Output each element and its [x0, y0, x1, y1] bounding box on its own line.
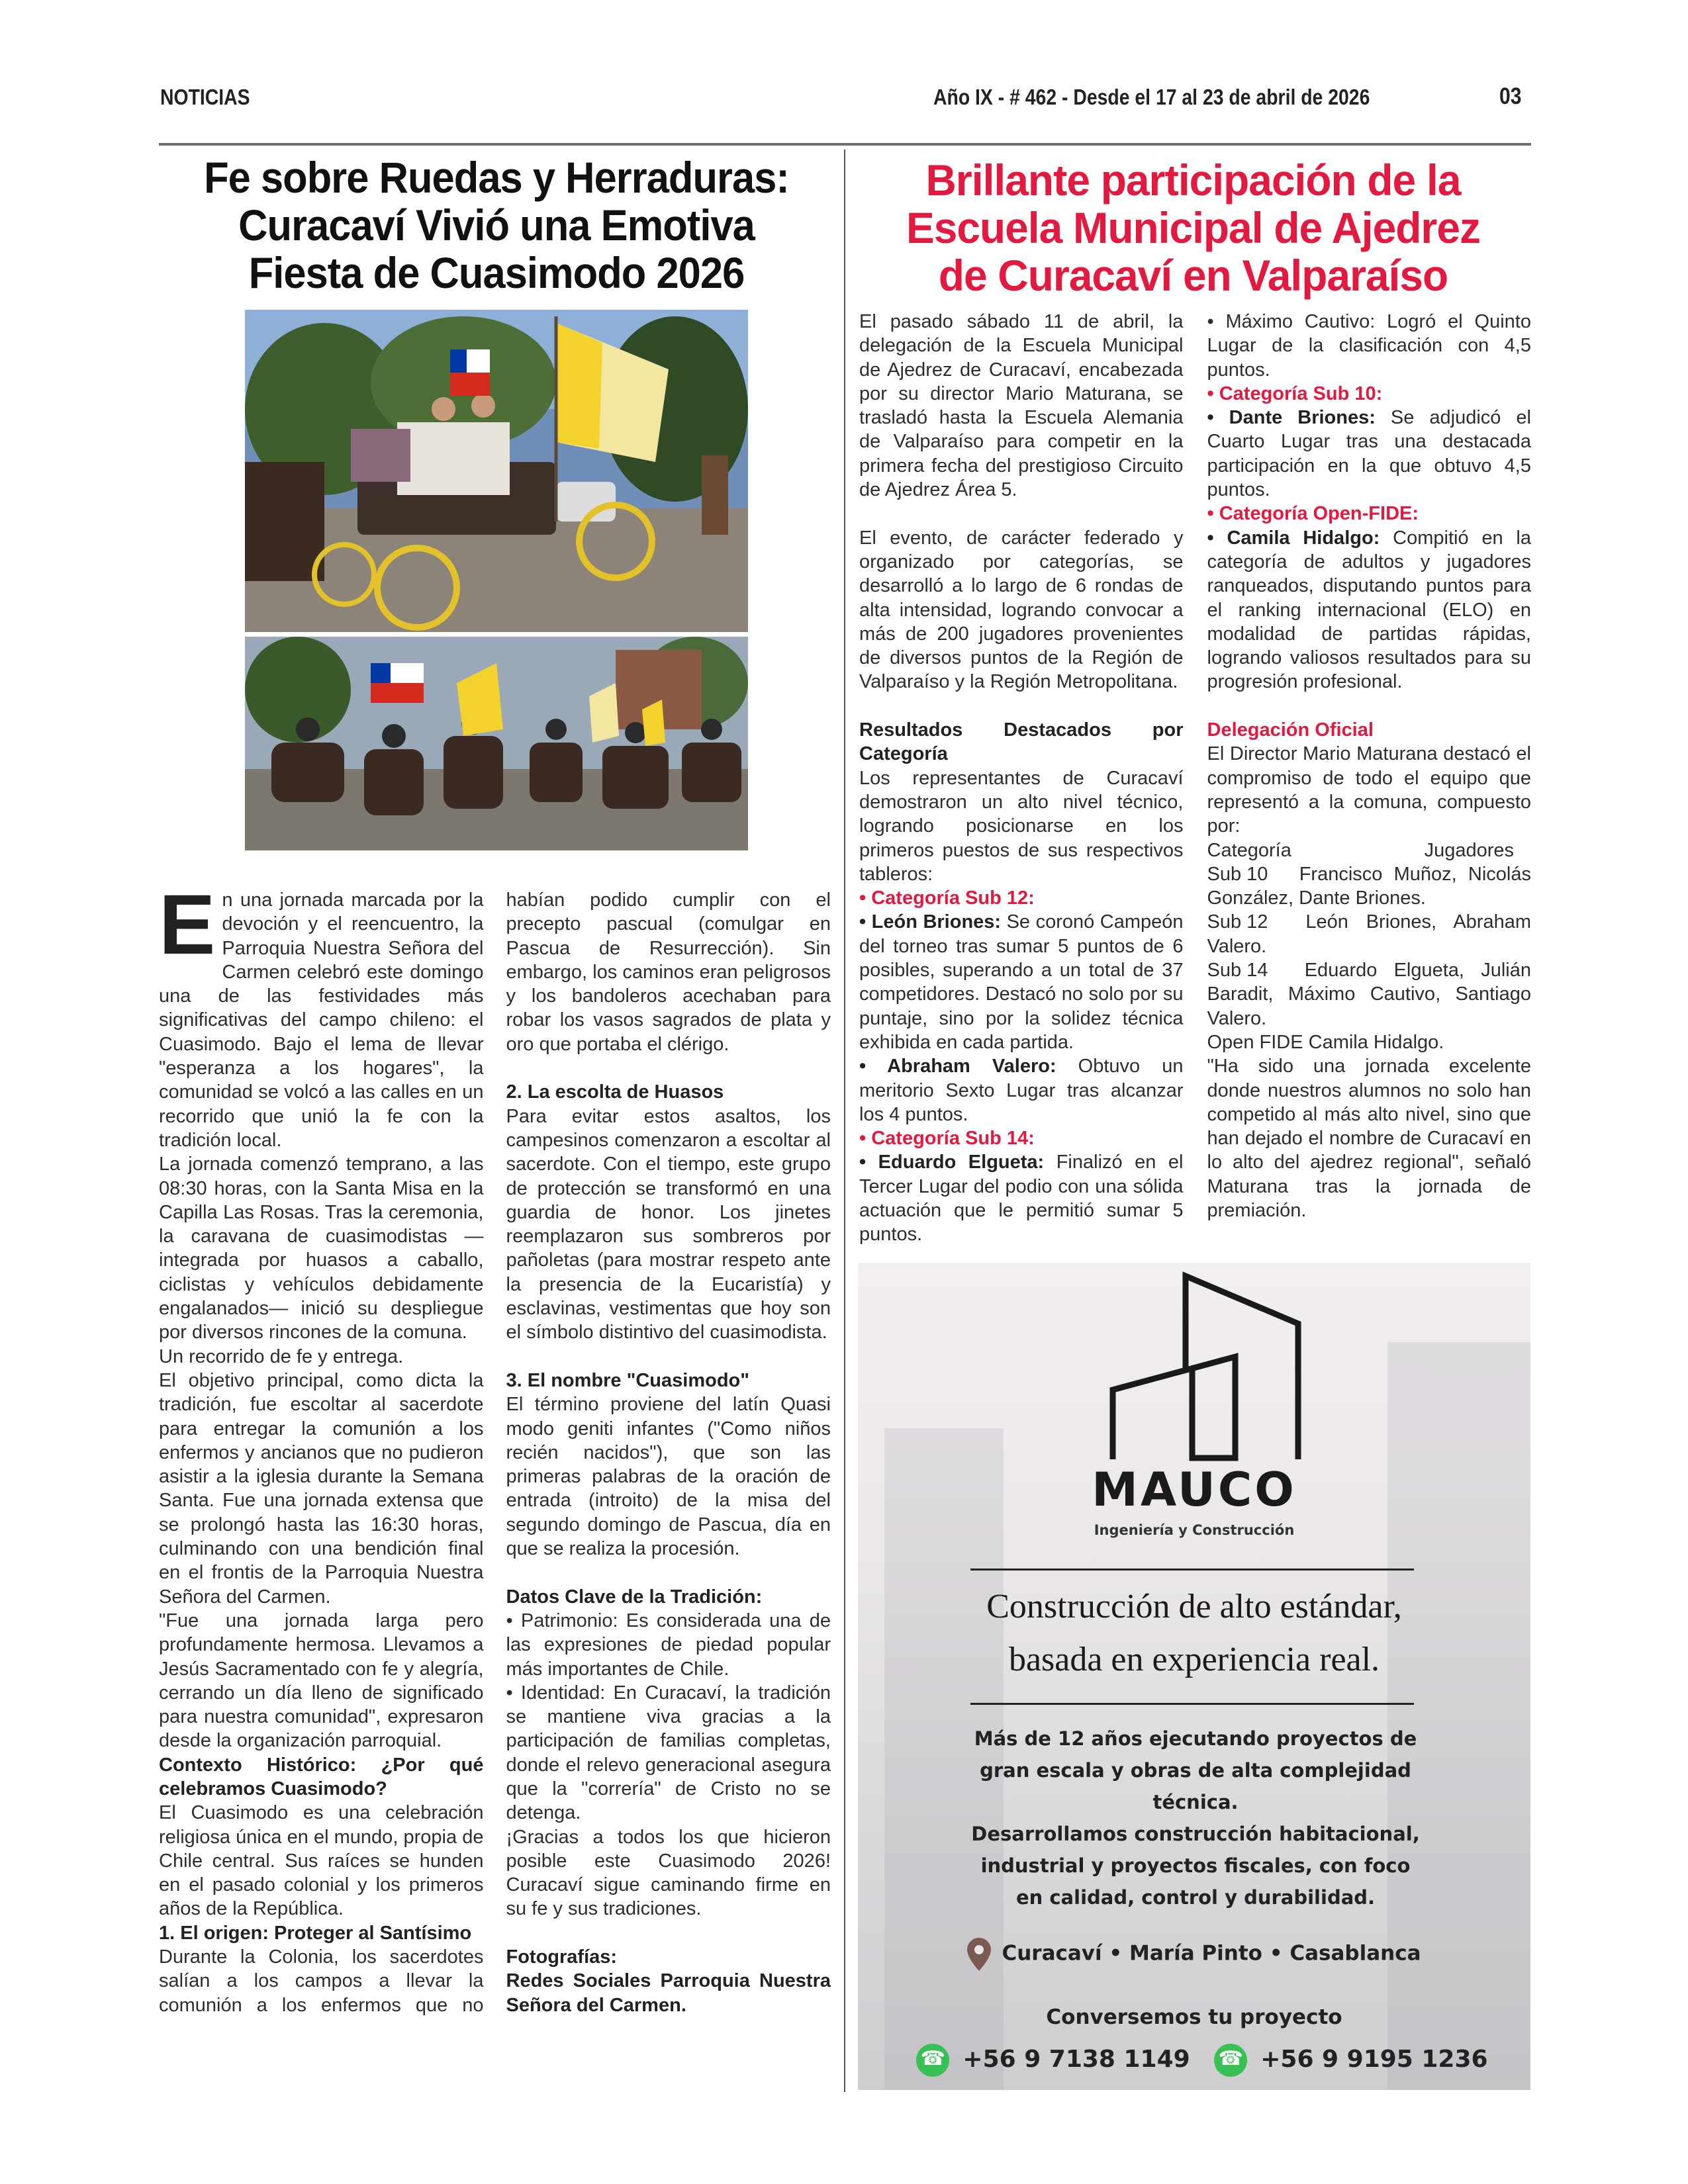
tagline-line: Construcción de alto estándar,: [986, 1588, 1402, 1625]
desc-line: Más de 12 años ejecutando proyectos de: [974, 1727, 1417, 1750]
tagline-line: basada en experiencia real.: [1008, 1641, 1380, 1678]
lead-text: n una jornada marcada por la devoción y el reencuentro, la Parroquia Nuestra Señora del Carmen celebró este domingo una de las festividades más significativas del campo chileno: el Cuasimodo. Bajo el lema de llevar "esperanza a los hogares", la comunidad se volcó a las calles en un recorrido que unió la fe con la tradición local.: [159, 889, 484, 1151]
result-item: [859, 1054, 1184, 1126]
players-cell: Francisco Muñoz, Nicolás González, Dante Briones.: [1207, 863, 1531, 909]
paragraph: El evento, de carácter federado y organizado por categorías, se desarrolló a lo largo de 6 rondas de alta intensidad, logrando convocar a más de 200 jugadores provenientes de diversos puntos de la Región de Valparaíso y la Región Metropolitana.: [859, 527, 1184, 693]
paragraph: El pasado sábado 11 de abril, la delegación de la Escuela Municipal de Ajedrez de Curacaví, encabezada por su director Mario Maturana, se trasladó hasta la Escuela Alemania de Valparaíso para competir en la primera fecha del prestigioso Circuito de Ajedrez Área 5.: [859, 311, 1184, 501]
desc-line: industrial y proyectos fiscales, con foco: [980, 1854, 1411, 1877]
lead-paragraph: [159, 878, 484, 1152]
photo-horse-riders: [245, 637, 748, 850]
player-name: • León Briones:: [859, 911, 1002, 933]
category-cell: Sub 10: [1207, 863, 1268, 885]
desc-line: Desarrollamos construcción habitacional,: [971, 1823, 1420, 1845]
category-cell: Sub 12: [1207, 911, 1268, 933]
result-text: Compitió en la categoría de adultos y jugadores ranqueados, disputando puntos para el ranking internacional (ELO) en modalidad de partidas rápidas, logrando valiosos resultados para su progresión profesional.: [1207, 527, 1532, 693]
result-text: Se adjudicó el Cuarto Lugar tras una destacada participación en la que obtuvo 4,5 puntos.: [1207, 407, 1532, 501]
building-logo-icon: [1080, 1271, 1311, 1463]
paragraph: • Patrimonio: Es considerada una de las expresiones de piedad popular más importantes de Chile.: [506, 1610, 831, 1680]
header-rule: [159, 143, 1531, 146]
desc-line: en calidad, control y durabilidad.: [1015, 1886, 1376, 1909]
subheading: 3. El nombre "Cuasimodo": [506, 1369, 749, 1391]
ad-divider: [970, 1703, 1414, 1705]
issue-info: Año IX - # 462 - Desde el 17 al 23 de abril de 2026: [933, 85, 1370, 109]
title-line: Curacaví Vivió una Emotiva: [238, 201, 755, 250]
result-text: Finalizó en el Tercer Lugar del podio con una sólida actuación que le permitió sumar 5 puntos.: [859, 1152, 1184, 1246]
subheading: Contexto Histórico: ¿Por qué celebramos Cuasimodo?: [159, 1754, 484, 1799]
paragraph: La jornada comenzó temprano, a las 08:30 horas, con la Santa Misa en la Capilla Las Rosas. Tras la ceremonia, la caravana de cuasimodistas —integrada por huasos a caballo, ciclistas y vehículos debidamente engalanados— inició su despliegue por diversos rincones de la comuna.: [159, 1154, 484, 1343]
location-pin-icon: [967, 1938, 991, 1971]
title-line: Fe sobre Ruedas y Herraduras:: [204, 153, 789, 202]
mauco-advertisement: [858, 1263, 1530, 2090]
section-label: NOTICIAS: [160, 85, 250, 109]
phone-number[interactable]: +56 9 7138 1149: [962, 2046, 1190, 2073]
paragraph: Durante la Colonia, los sacerdotes salían a los campos a llevar la comunión a los enfermos que no habían podido cumplir con el precepto pascual (comulgar en Pascua de Resurrección). Sin embargo, los caminos eran peligrosos y los bandoleros acechaban para robar los vasos sagrados de plata y oro que portaba el clérigo.: [159, 889, 831, 2016]
player-name: • Abraham Valero:: [859, 1056, 1056, 1077]
delegation-table-header: [1207, 839, 1532, 862]
category-cell: Sub 14: [1207, 960, 1268, 981]
paragraph: El objetivo principal, como dicta la tradición, fue escoltar al sacerdote para entregar la comunión a los enfermos y ancianos que no pudieron asistir a la iglesia durante la Semana Santa. Fue una jornada extensa que se prolongó hasta las 16:30 horas, culminando con una bendición final en el frontis de la Parroquia Nuestra Señora del Carmen.: [159, 1369, 484, 1608]
category-heading: • Categoría Sub 10:: [1207, 383, 1383, 404]
players-cell: León Briones, Abraham Valero.: [1207, 911, 1531, 957]
result-item: [859, 1150, 1184, 1246]
photo-carriage-procession: [245, 310, 748, 632]
paragraph: Un recorrido de fe y entrega.: [159, 1345, 404, 1367]
paragraph: El término proviene del latín Quasi modo geniti infantes ("Como niños recién nacidos"), que son las primeras palabras de la oración de entrada (introito) de la misa del segundo domingo de Pascua, día en que se realiza la procesión.: [506, 1394, 831, 1560]
ad-phones: [858, 2044, 1530, 2077]
delegation-table-row: [1207, 862, 1532, 911]
delegation-table-row: [1207, 1030, 1532, 1054]
phone-number[interactable]: +56 9 9195 1236: [1260, 2046, 1488, 2073]
ad-divider: [970, 1569, 1414, 1570]
section-heading: Delegación Oficial: [1207, 719, 1374, 741]
delegation-table-row: [1207, 910, 1532, 958]
player-name: • Camila Hidalgo:: [1207, 527, 1380, 549]
whatsapp-icon: [916, 2044, 949, 2077]
category-cell: Categoría: [1207, 839, 1291, 861]
category-heading: • Categoría Sub 14:: [859, 1128, 1035, 1150]
subheading: Datos Clave de la Tradición:: [506, 1586, 763, 1608]
ad-description: [898, 1723, 1493, 1913]
players-cell: Eduardo Elgueta, Julián Baradit, Máximo Cautivo, Santiago Valero.: [1207, 960, 1531, 1029]
delegation-table-row: [1207, 958, 1532, 1030]
paragraph: • Máximo Cautivo: Logró el Quinto Lugar de la clasificación con 4,5 puntos.: [1207, 311, 1531, 381]
paragraph: Para evitar estos asaltos, los campesinos comenzaron a escoltar al sacerdote. Con el tiempo, este grupo de protección se transformó en una guardia de honor. Los jinetes reemplazaron sus sombreros por pañoletas (para mostrar respeto ante la presencia de la Eucaristía) y esclavinas, vestimentas que hoy son el símbolo distintivo del cuasimodista.: [506, 1105, 831, 1343]
paragraph: El Director Mario Maturana destacó el compromiso de todo el equipo que representó a la comuna, compuesto por:: [1207, 743, 1531, 837]
players-cell: Jugadores: [1424, 839, 1514, 861]
category-heading: • Categoría Sub 12:: [859, 887, 1035, 909]
category-cell: Open FIDE: [1207, 1031, 1303, 1053]
category-heading: • Categoría Open-FIDE:: [1207, 503, 1419, 525]
subheading: Redes Sociales Parroquia Nuestra Señora del Carmen.: [506, 1970, 831, 2016]
player-name: • Dante Briones:: [1207, 407, 1376, 429]
column-divider: [844, 150, 845, 2092]
ad-brand-subtitle: Ingeniería y Construcción: [1094, 1522, 1295, 1538]
title-line: de Curacaví en Valparaíso: [938, 251, 1448, 300]
scaffold-shape: [1387, 1342, 1530, 2090]
desc-line: gran escala y obras de alta complejidad: [980, 1759, 1411, 1782]
subheading: Fotografías:: [506, 1946, 618, 1968]
right-article-body: [859, 310, 1531, 1247]
paragraph: "Ha sido una jornada excelente donde nuestros alumnos no solo han competido al más alto nivel, sino que han dejado el nombre de Curacaví en lo alto del ajedrez regional", señaló Maturana tras la jornada de premiación.: [1207, 1056, 1531, 1221]
subheading: 2. La escolta de Huasos: [506, 1081, 724, 1103]
right-article-title: [864, 156, 1522, 299]
paragraph: ¡Gracias a todos los que hicieron posible este Cuasimodo 2026! Curacaví sigue caminando firme en su fe y sus tradiciones.: [506, 1826, 831, 1920]
ad-cta: Conversemos tu proyecto: [1046, 2005, 1342, 2029]
desc-line: técnica.: [1152, 1791, 1239, 1813]
subheading: 1. El origen: Proteger al Santísimo: [159, 1922, 472, 1944]
ad-brand-name: MAUCO: [1092, 1463, 1297, 1517]
player-name: • Eduardo Elgueta:: [859, 1152, 1045, 1173]
locations-text: Curacaví • María Pinto • Casablanca: [1002, 1941, 1421, 1966]
result-text: Obtuvo un meritorio Sexto Lugar tras alcanzar los 4 puntos.: [859, 1056, 1184, 1125]
subheading: Resultados Destacados por Categoría: [859, 719, 1184, 765]
page-number: 03: [1499, 83, 1522, 109]
result-item: [859, 910, 1184, 1054]
ad-locations: [858, 1938, 1530, 1971]
title-line: Fiesta de Cuasimodo 2026: [248, 248, 745, 297]
title-line: Brillante participación de la: [925, 156, 1461, 205]
paragraph: Los representantes de Curacaví demostraron un alto nivel técnico, logrando posicionarse en los primeros puestos de sus respectivos tableros:: [859, 767, 1184, 885]
result-text: Se coronó Campeón del torneo tras sumar 5 puntos de 6 posibles, superando a un total de 37 competidores. Destacó no solo por su puntaje, sino por la solidez técnica exhibida en cada partida.: [859, 911, 1184, 1053]
left-article-title: [183, 154, 811, 296]
title-line: Escuela Municipal de Ajedrez: [906, 203, 1481, 252]
result-item: [1207, 406, 1532, 502]
paragraph: • Identidad: En Curacaví, la tradición se mantiene viva gracias a la participación de familias completas, donde el relevo generacional asegura que la "correría" de Cristo no se detenga.: [506, 1682, 831, 1824]
whatsapp-icon: [1214, 2044, 1247, 2077]
drop-cap: E: [159, 878, 216, 972]
ad-tagline: [858, 1580, 1530, 1686]
paragraph: El Cuasimodo es una celebración religiosa única en el mundo, propia de Chile central. Sus raíces se hunden en el pasado colonial y los primeros años de la República.: [159, 1802, 484, 1920]
left-article-body: [159, 878, 831, 2017]
players-cell: Camila Hidalgo.: [1308, 1031, 1444, 1053]
paragraph: "Fue una jornada larga pero profundamente hermosa. Llevamos a Jesús Sacramentado con fe y alegría, cerrando un día lleno de significado para nuestra comunidad", expresaron desde la organización parroquial.: [159, 1610, 484, 1752]
result-item: [1207, 526, 1532, 694]
